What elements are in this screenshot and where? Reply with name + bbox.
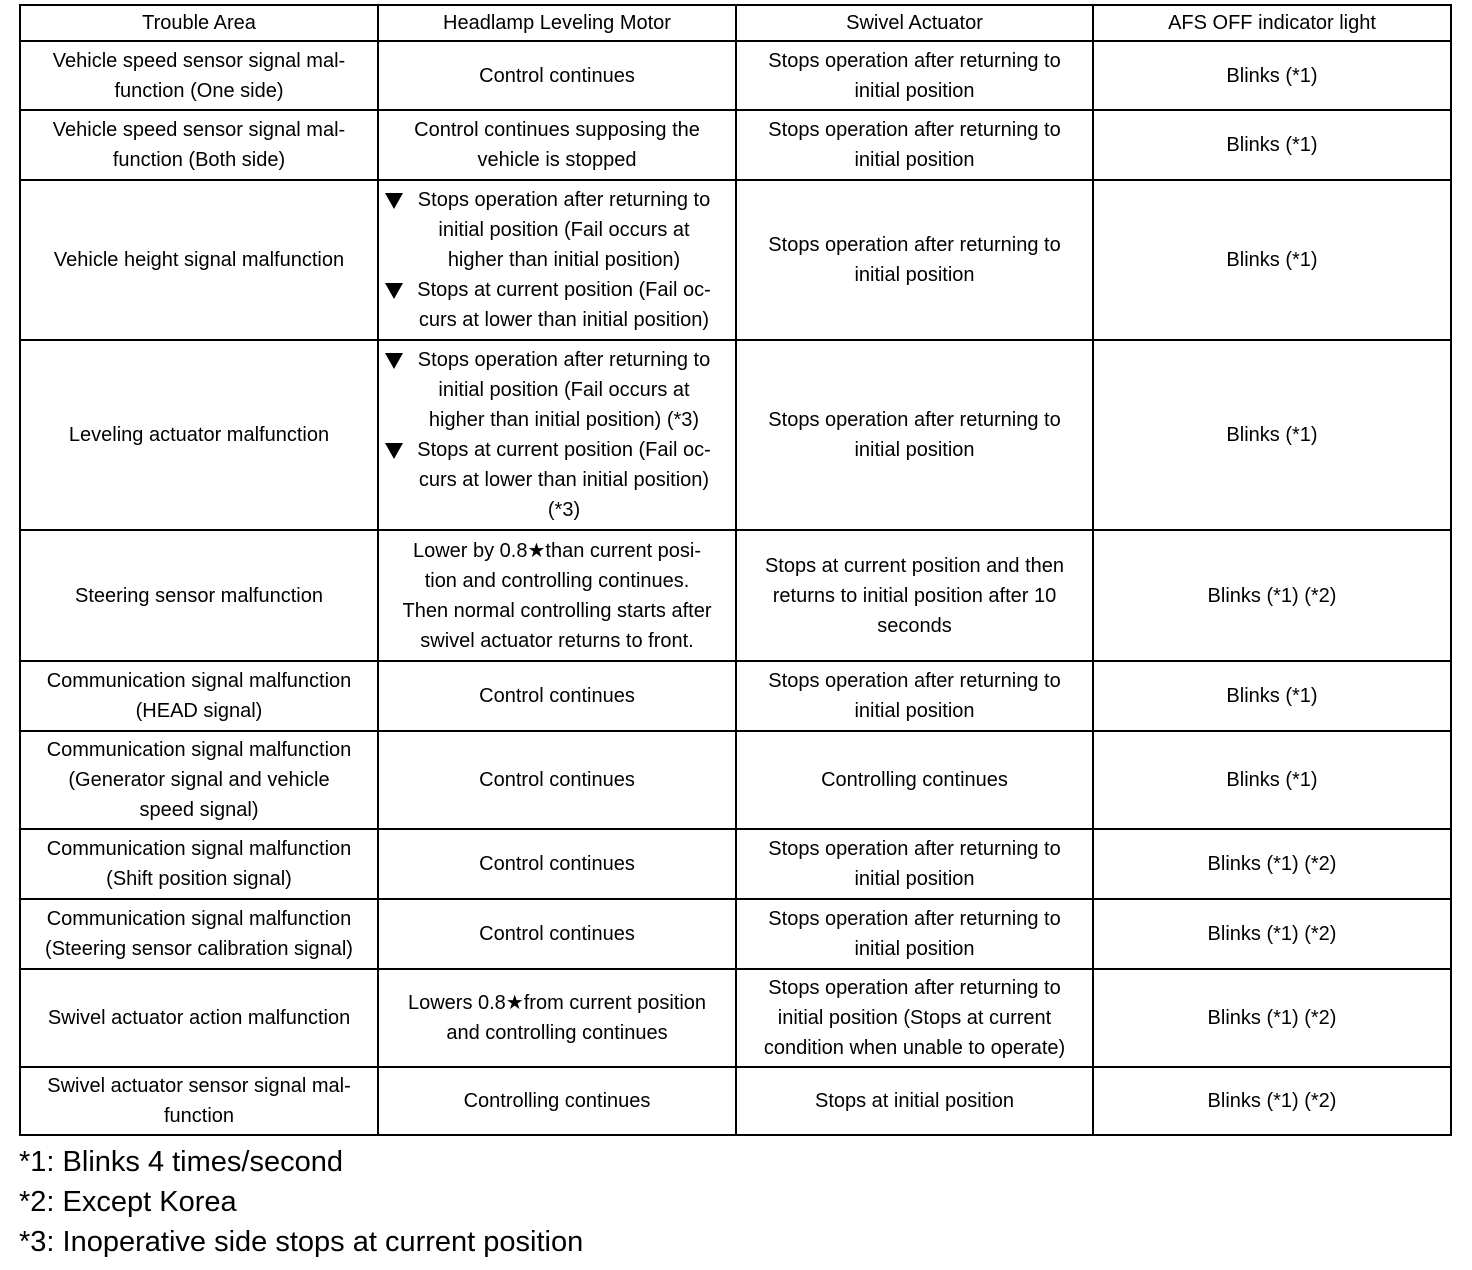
header-afs-indicator: AFS OFF indicator light <box>1093 5 1451 41</box>
triangle-bullet-icon <box>385 353 403 369</box>
cell-swivel-actuator <box>736 340 1093 530</box>
cell-trouble-area <box>20 180 378 340</box>
cell-swivel-actuator <box>736 41 1093 110</box>
triangle-bullet-icon <box>385 193 403 209</box>
cell-line: Controlling continues <box>821 769 1008 791</box>
trouble-table <box>19 4 1452 1136</box>
cell-afs-indicator: Blinks (*1) (*2) <box>1093 899 1451 969</box>
cell-line: curs at lower than initial position) <box>418 309 710 331</box>
cell-line: speed signal) <box>139 799 259 821</box>
table-row <box>20 530 1451 661</box>
cell-trouble-area <box>20 110 378 180</box>
table-row <box>20 969 1451 1067</box>
cell-trouble-area <box>20 340 378 530</box>
cell-swivel-actuator <box>736 829 1093 899</box>
cell-line: Leveling actuator malfunction <box>68 424 330 446</box>
cell-line: initial position (Fail occurs at <box>438 379 690 401</box>
cell-swivel-actuator <box>736 530 1093 661</box>
cell-leveling-motor <box>378 1067 736 1135</box>
cell-swivel-actuator <box>736 661 1093 731</box>
cell-line: Stops at initial position <box>814 1090 1014 1112</box>
cell-line: Control continues <box>479 923 635 945</box>
cell-afs-indicator: Blinks (*1) <box>1093 731 1451 829</box>
triangle-bullet-icon <box>385 443 403 459</box>
cell-line: initial position <box>854 264 975 286</box>
cell-line: initial position <box>854 868 975 890</box>
cell-line: Control continues <box>479 64 635 87</box>
cell-swivel-actuator <box>736 899 1093 969</box>
cell-line: Stops at current position (Fail oc- <box>417 279 711 301</box>
cell-line: Lowers 0.8★from current position <box>407 992 707 1014</box>
cell-line: Control continues <box>479 853 635 875</box>
cell-trouble-area <box>20 829 378 899</box>
cell-swivel-actuator <box>736 1067 1093 1135</box>
cell-afs-indicator: Blinks (*1) <box>1093 41 1451 110</box>
cell-afs-indicator: Blinks (*1) <box>1093 340 1451 530</box>
cell-line: function (Both side) <box>112 149 286 171</box>
footnote-1: *1: Blinks 4 times/second <box>19 1146 343 1178</box>
cell-line: initial position <box>854 439 975 461</box>
cell-line: Stops operation after returning to <box>417 189 711 211</box>
cell-line: Swivel actuator sensor signal mal- <box>47 1075 351 1097</box>
cell-line: initial position <box>854 149 975 171</box>
footnote-3: *3: Inoperative side stops at current position <box>19 1226 584 1258</box>
cell-trouble-area <box>20 530 378 661</box>
cell-line: (Steering sensor calibration signal) <box>45 938 353 960</box>
bullet-item <box>385 345 729 435</box>
cell-trouble-area <box>20 731 378 829</box>
cell-line: Vehicle speed sensor signal mal- <box>52 119 346 141</box>
cell-trouble-area <box>20 969 378 1067</box>
cell-line: Stops operation after returning to <box>417 349 711 371</box>
cell-afs-indicator: Blinks (*1) (*2) <box>1093 829 1451 899</box>
cell-line: Steering sensor malfunction <box>75 584 323 607</box>
table-row <box>20 180 1451 340</box>
cell-line: Stops operation after returning to <box>768 234 1061 256</box>
footnote-2: *2: Except Korea <box>19 1186 237 1218</box>
bullet-item <box>385 185 729 275</box>
cell-line: tion and controlling continues. <box>424 569 690 592</box>
cell-trouble-area <box>20 41 378 110</box>
table-row <box>20 340 1451 530</box>
cell-line: Stops at current position (Fail oc- <box>417 439 711 461</box>
cell-line: swivel actuator returns to front. <box>420 629 694 652</box>
cell-leveling-motor <box>378 110 736 180</box>
table-row <box>20 731 1451 829</box>
cell-swivel-actuator <box>736 731 1093 829</box>
cell-afs-indicator: Blinks (*1) (*2) <box>1093 1067 1451 1135</box>
cell-line: Stops operation after returning to <box>768 409 1061 431</box>
cell-swivel-actuator <box>736 969 1093 1067</box>
cell-line: Communication signal malfunction <box>46 838 352 860</box>
table-row <box>20 661 1451 731</box>
cell-line: Communication signal malfunction <box>46 739 352 761</box>
bullet-item <box>385 435 729 525</box>
cell-line: initial position <box>854 79 975 102</box>
cell-line: higher than initial position) (*3) <box>428 409 700 431</box>
cell-trouble-area <box>20 661 378 731</box>
cell-leveling-motor <box>378 180 736 340</box>
cell-line: condition when unable to operate) <box>763 1037 1066 1059</box>
cell-line: (Generator signal and vehicle <box>68 769 330 791</box>
cell-line: higher than initial position) <box>447 249 681 271</box>
table-row <box>20 899 1451 969</box>
cell-line: Stops operation after returning to <box>768 838 1061 860</box>
table-row <box>20 41 1451 110</box>
cell-line: initial position (Stops at current <box>777 1007 1052 1029</box>
cell-trouble-area <box>20 899 378 969</box>
cell-line: Stops operation after returning to <box>768 670 1061 692</box>
table-row <box>20 110 1451 180</box>
header-trouble-area: Trouble Area <box>20 5 378 41</box>
cell-afs-indicator: Blinks (*1) <box>1093 661 1451 731</box>
cell-line: function <box>163 1105 235 1127</box>
cell-line: Control continues <box>479 685 635 707</box>
cell-afs-indicator: Blinks (*1) <box>1093 180 1451 340</box>
cell-line: Stops operation after returning to <box>768 908 1061 930</box>
cell-line: seconds <box>877 614 952 637</box>
cell-line: Communication signal malfunction <box>46 670 352 692</box>
cell-line: Stops operation after returning to <box>768 119 1061 141</box>
cell-line: (*3) <box>547 499 581 521</box>
cell-line: (Shift position signal) <box>106 868 292 890</box>
header-leveling-motor: Headlamp Leveling Motor <box>378 5 736 41</box>
cell-leveling-motor <box>378 340 736 530</box>
cell-line: Communication signal malfunction <box>46 908 352 930</box>
cell-leveling-motor <box>378 969 736 1067</box>
cell-line: function (One side) <box>114 79 284 102</box>
cell-line: initial position <box>854 938 975 960</box>
cell-line: initial position (Fail occurs at <box>438 219 690 241</box>
cell-line: returns to initial position after 10 <box>772 584 1057 607</box>
header-swivel-actuator: Swivel Actuator <box>736 5 1093 41</box>
cell-line: (HEAD signal) <box>135 700 263 722</box>
cell-line: Control continues <box>479 769 635 791</box>
cell-line: Stops operation after returning to <box>768 977 1061 999</box>
cell-leveling-motor <box>378 829 736 899</box>
cell-line: vehicle is stopped <box>477 149 637 171</box>
footnotes <box>19 1142 583 1262</box>
table-row <box>20 829 1451 899</box>
cell-leveling-motor <box>378 661 736 731</box>
cell-line: Controlling continues <box>463 1090 651 1112</box>
cell-leveling-motor <box>378 899 736 969</box>
cell-line: Lower by 0.8★than current posi- <box>412 539 702 562</box>
bullet-item <box>385 275 729 335</box>
table-row <box>20 1067 1451 1135</box>
cell-line: initial position <box>854 700 975 722</box>
cell-swivel-actuator <box>736 110 1093 180</box>
cell-leveling-motor <box>378 731 736 829</box>
cell-line: Vehicle height signal malfunction <box>53 249 345 271</box>
cell-afs-indicator: Blinks (*1) <box>1093 110 1451 180</box>
cell-line: Vehicle speed sensor signal mal- <box>52 49 346 72</box>
triangle-bullet-icon <box>385 283 403 299</box>
cell-afs-indicator: Blinks (*1) (*2) <box>1093 969 1451 1067</box>
cell-trouble-area <box>20 1067 378 1135</box>
cell-line: Stops at current position and then <box>764 554 1065 577</box>
cell-line: Then normal controlling starts after <box>402 599 712 622</box>
cell-leveling-motor <box>378 41 736 110</box>
cell-line: curs at lower than initial position) <box>418 469 710 491</box>
cell-afs-indicator: Blinks (*1) (*2) <box>1093 530 1451 661</box>
cell-leveling-motor <box>378 530 736 661</box>
cell-swivel-actuator <box>736 180 1093 340</box>
cell-line: Stops operation after returning to <box>768 49 1061 72</box>
cell-line: Swivel actuator action malfunction <box>47 1007 351 1029</box>
header-row <box>20 5 1451 41</box>
cell-line: Control continues supposing the <box>414 119 700 141</box>
cell-line: and controlling continues <box>446 1022 668 1044</box>
